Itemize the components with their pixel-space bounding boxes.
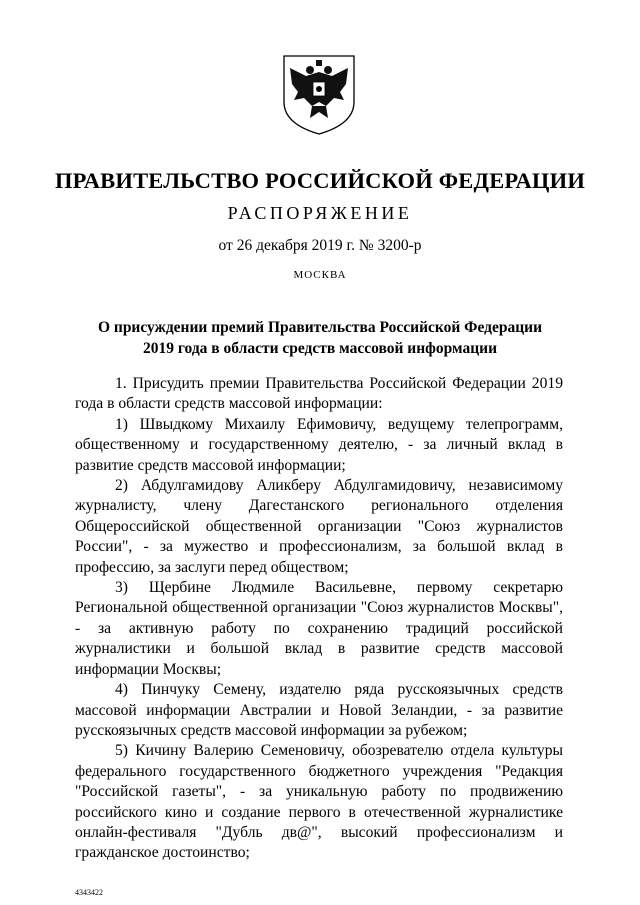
heading-line: 2019 года в области средств массовой информации bbox=[142, 340, 498, 357]
document-date-number: от 26 декабря 2019 г. № 3200-р bbox=[218, 237, 422, 254]
paragraph-item-3: 3) Щербине Людмиле Васильевне, первому секретарю Региональной общественной организации "Союз журналистов Москвы", - за активную работу по сохранению традиций российской журналистики и большой вклад в развитие средств массовой информации Москвы; bbox=[75, 579, 563, 678]
paragraph-1: 1. Присудить премии Правительства Российской Федерации 2019 года в области средств массовой информации: bbox=[75, 375, 563, 413]
document-heading bbox=[60, 317, 580, 359]
paragraph-item-4: 4) Пинчуку Семену, издателю ряда русскоязычных средств массовой информации Австралии и Новой Зеландии, - за развитие русскоязычных средств массовой информации за рубежом; bbox=[75, 681, 563, 739]
document-code: 4343422 bbox=[75, 887, 103, 897]
document-city: МОСКВА bbox=[293, 269, 347, 281]
heading-line: О присуждении премий Правительства Российской Федерации bbox=[97, 319, 543, 336]
paragraph-item-1: 1) Швыдкому Михаилу Ефимовичу, ведущему телепрограмм, общественному и государственному деятелю, - за личный вклад в развитие средств массовой информации; bbox=[75, 415, 563, 474]
coat-of-arms-emblem bbox=[276, 50, 362, 136]
document-content bbox=[75, 374, 563, 898]
government-title: ПРАВИТЕЛЬСТВО РОССИЙСКОЙ ФЕДЕРАЦИИ bbox=[54, 168, 586, 193]
document-body bbox=[75, 374, 563, 864]
paragraph-item-2: 2) Абдулгамидову Аликберу Абдулгамидовичу, независимому журналисту, члену Дагестанского регионального отделения Общероссийской общественной организации "Союз журналистов России", - за мужество и профессионализм, за большой вклад в профессию, за заслуги перед обществом; bbox=[75, 477, 563, 576]
paragraph-item-5: 5) Кичину Валерию Семеновичу, обозревателю отдела культуры федерального государственного бюджетного учреждения "Редакция "Российской газеты", - за уникальную работу по продвижению российского кино и создание первого в отечественной журналистике онлайн-фестиваля "Дубль дв@", высокий профессионализм и гражданское достоинство; bbox=[75, 742, 563, 862]
document-type: РАСПОРЯЖЕНИЕ bbox=[227, 203, 413, 223]
